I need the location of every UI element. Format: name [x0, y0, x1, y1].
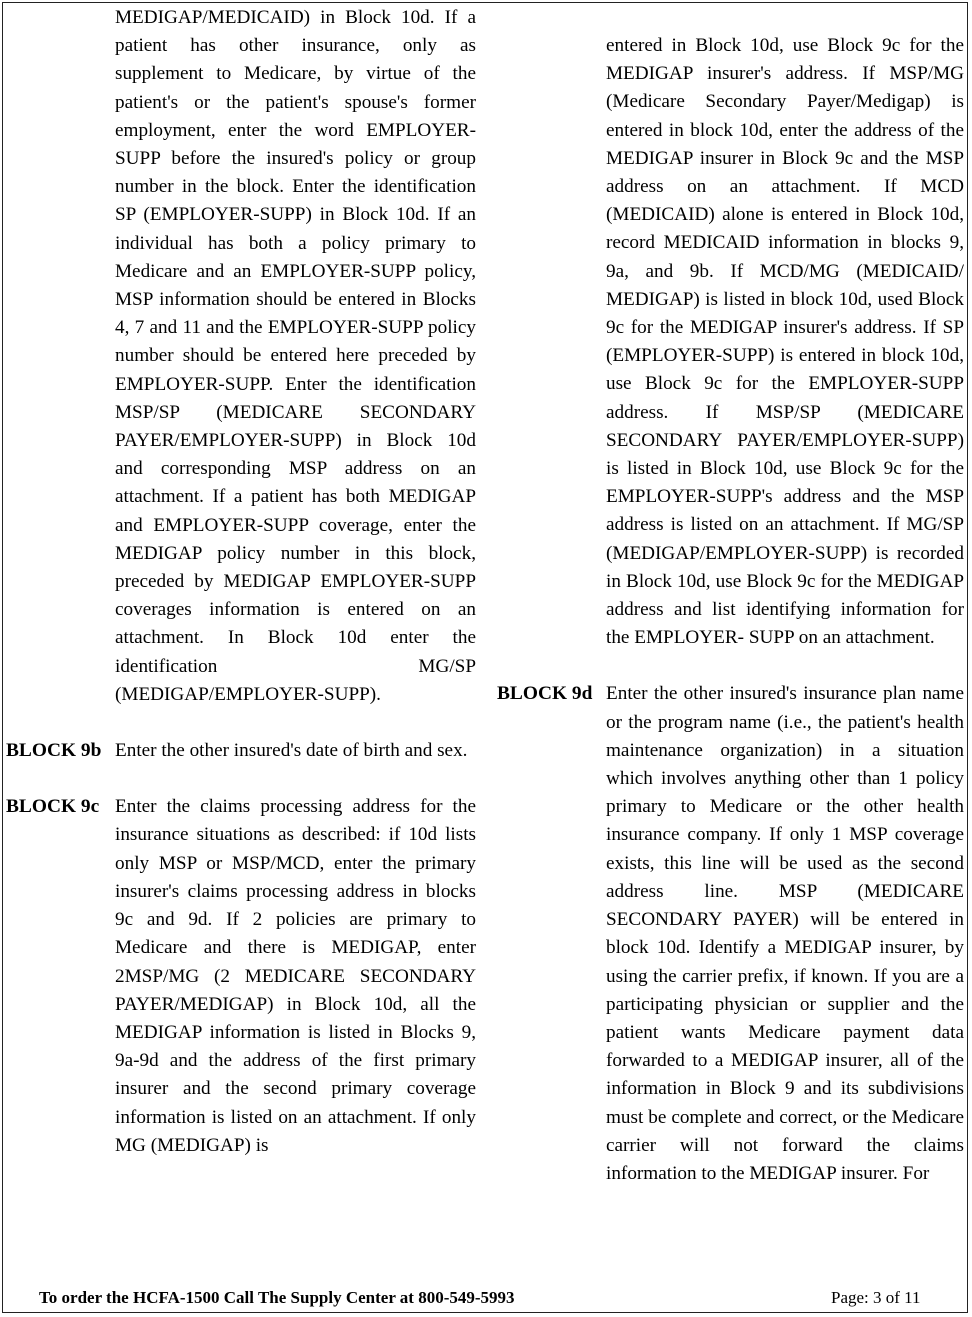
block-9c: [6, 793, 476, 1160]
order-info: To order the HCFA-1500 Call The Supply Center at 800-549-5993: [39, 1288, 515, 1307]
left-continuation-indent: [6, 4, 115, 709]
right-column: [497, 32, 964, 1188]
block-9b-text: Enter the other insured's date of birth and sex.: [115, 740, 468, 762]
block-9c-text: Enter the claims processing address for the insurance situations as described: if 10d lists only MSP or MSP/MCD, enter the primary insurer's claims processing address in blocks 9c and 9d. If 2 policies are primary to Medicare and there is MEDIGAP, enter 2MSP/MG (2 MEDICARE SECONDARY PAYER/MEDIGAP) in Block 10d, all the MEDIGAP information is listed in Blocks 9, 9a-9d and the address of the first primary insurer and the second primary coverage information is listed on an attachment. If only MG (MEDIGAP) is: [115, 796, 476, 1156]
right-continuation: [497, 32, 964, 652]
left-column: [6, 4, 476, 1160]
block-9d-label: BLOCK 9d: [497, 683, 593, 705]
block-9b: [6, 737, 476, 765]
block-9d-text: Enter the other insured's insurance plan name or the program name (i.e., the patient's health maintenance organization) in a situation which involves anything other than 1 policy primary to Medicare or the other health insurance company. If only 1 MSP coverage exists, this line will be used as the second address line. MSP (MEDICARE SECONDARY PAYER) will be entered in block 10d. Identify a MEDIGAP insurer, by using the carrier prefix, if known. If you are a participating physician or supplier and the patient wants Medicare payment data forwarded to a MEDIGAP insurer, all of the information in Block 9 and its subdivisions must be complete and correct, or the Medicare carrier will not forward the claims information to the MEDIGAP insurer. For: [606, 683, 964, 1184]
left-continuation-text: MEDIGAP/MEDICAID) in Block 10d. If a patient has other insurance, only as supplement to Medicare, by virtue of the patient's or the patient's spouse's former employment, enter the word EMPLOYER-SUPP before the insured's policy or group number in the block. Enter the identification SP (EMPLOYER-SUPP) in Block 10d. If an individual has both a policy primary to Medicare and an EMPLOYER-SUPP policy, MSP information should be entered in Blocks 4, 7 and 11 and the EMPLOYER-SUPP policy number should be entered here preceded by EMPLOYER-SUPP. Enter the identification MSP/SP (MEDICARE SECONDARY PAYER/EMPLOYER-SUPP) in Block 10d and corresponding MSP address on an attachment. If a patient has both MEDIGAP and EMPLOYER-SUPP coverage, enter the MEDIGAP policy number in this block, preceded by MEDIGAP EMPLOYER-SUPP coverages information is entered on an attachment. In Block 10d enter the identification MG/SP (MEDIGAP/EMPLOYER-SUPP).: [115, 7, 476, 705]
right-continuation-text: entered in Block 10d, use Block 9c for the MEDIGAP insurer's address. If MSP/MG (Medicare Secondary Payer/Medigap) is entered in block 10d, enter the address of the MEDIGAP insurer in Block 9c and the MSP address on an attachment. If MCD (MEDICAID) alone is entered in Block 10d, record MEDICAID information in blocks 9, 9a, and 9b. If MCD/MG (MEDICAID/ MEDIGAP) is listed in block 10d, used Block 9c for the MEDIGAP insurer's address. If SP (EMPLOYER-SUPP) is entered in block 10d, use Block 9c for the EMPLOYER-SUPP address. If MSP/SP (MEDICARE SECONDARY PAYER/EMPLOYER-SUPP) is listed in Block 10d, use Block 9c for the EMPLOYER-SUPP's address and the MSP address is listed on an attachment. If MG/SP (MEDIGAP/EMPLOYER-SUPP) is recorded in Block 10d, use Block 9c for the MEDIGAP address and list identifying information for the EMPLOYER- SUPP on an attachment.: [606, 35, 964, 649]
page-number: Page: 3 of 11: [831, 1288, 921, 1307]
document-page: [2, 2, 968, 1313]
right-continuation-indent: [497, 32, 606, 652]
left-continuation: [6, 4, 476, 709]
block-9d: [497, 680, 964, 1188]
block-9c-label: BLOCK 9c: [6, 796, 100, 818]
block-9b-label: BLOCK 9b: [6, 740, 102, 762]
